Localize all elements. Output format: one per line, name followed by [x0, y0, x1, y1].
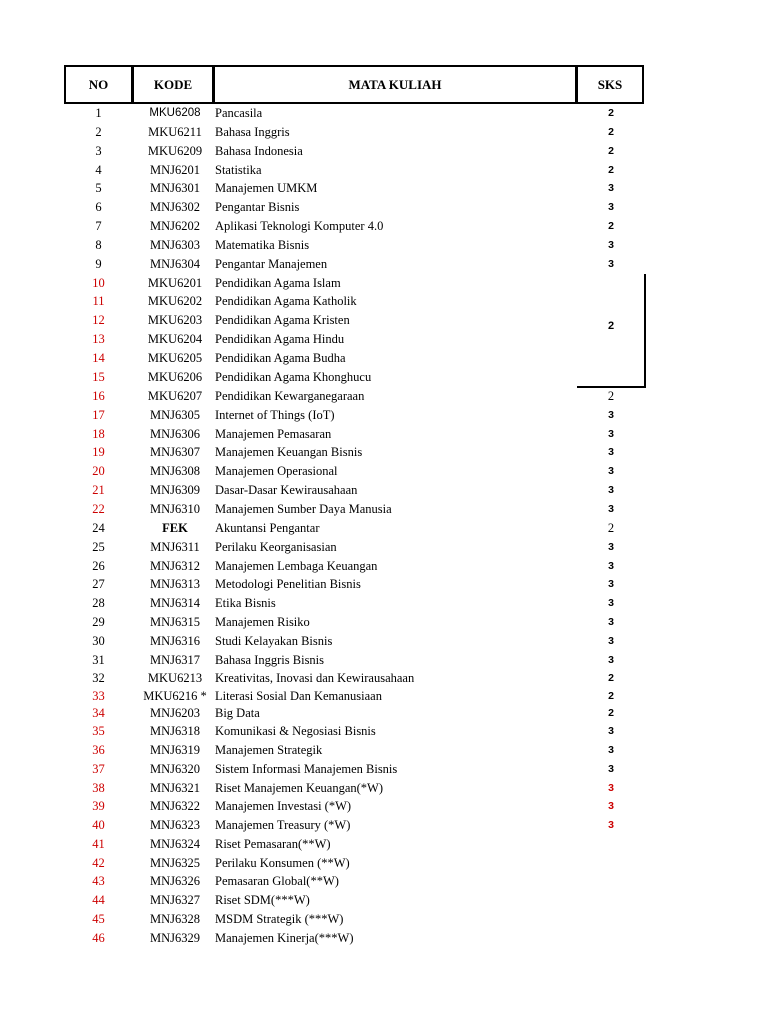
table-row: [0, 575, 768, 594]
table-row: [0, 669, 768, 688]
table-row: [0, 632, 768, 651]
row-kode: MNJ6326: [149, 874, 200, 888]
table-row: [0, 929, 768, 948]
row-mata-kuliah: Metodologi Penelitian Bisnis: [215, 577, 361, 591]
row-kode: MNJ6310: [149, 502, 200, 516]
agama-group-sks: 2: [607, 320, 615, 332]
row-no: 31: [92, 653, 105, 667]
row-mata-kuliah: Perilaku Konsumen (**W): [215, 856, 350, 870]
row-mata-kuliah: Pendidikan Agama Islam: [215, 276, 341, 290]
row-no: 43: [92, 874, 105, 888]
row-mata-kuliah: Riset Manajemen Keuangan(*W): [215, 781, 383, 795]
row-kode: MNJ6313: [149, 577, 200, 591]
row-mata-kuliah: Dasar-Dasar Kewirausahaan: [215, 483, 358, 497]
row-kode: MKU6206: [147, 370, 203, 384]
row-kode: MKU6213: [147, 671, 203, 685]
row-sks: 2: [608, 145, 614, 157]
row-mata-kuliah: Pengantar Bisnis: [215, 200, 300, 214]
row-no: 14: [92, 351, 105, 365]
row-kode: MKU6208: [149, 107, 201, 119]
table-row: [0, 500, 768, 519]
row-no: 26: [92, 559, 105, 573]
row-mata-kuliah: Komunikasi & Negosiasi Bisnis: [215, 724, 376, 738]
row-no: 3: [95, 144, 102, 158]
row-kode: MKU6207: [147, 389, 203, 403]
row-mata-kuliah: Pendidikan Agama Budha: [215, 351, 346, 365]
table-row: [0, 910, 768, 929]
table-row: [0, 236, 768, 255]
table-row: [0, 425, 768, 444]
row-no: 28: [92, 596, 105, 610]
table-row: [0, 816, 768, 835]
row-mata-kuliah: Manajemen Investasi (*W): [215, 799, 352, 813]
row-mata-kuliah: Studi Kelayakan Bisnis: [215, 634, 333, 648]
row-no: 44: [92, 893, 105, 907]
row-kode: MNJ6304: [149, 257, 200, 271]
row-no: 18: [92, 427, 105, 441]
row-kode: MKU6203: [147, 313, 203, 327]
row-mata-kuliah: Aplikasi Teknologi Komputer 4.0: [215, 219, 384, 233]
row-no: 46: [92, 931, 105, 945]
row-mata-kuliah: Kreativitas, Inovasi dan Kewirausahaan: [215, 671, 415, 685]
table-row: [0, 142, 768, 161]
row-mata-kuliah: Pendidikan Agama Hindu: [215, 332, 345, 346]
row-no: 30: [92, 634, 105, 648]
row-sks: 2: [608, 707, 614, 719]
row-no: 34: [92, 706, 105, 720]
row-no: 13: [92, 332, 105, 346]
row-sks: 3: [608, 819, 614, 831]
row-mata-kuliah: Manajemen Keuangan Bisnis: [215, 445, 363, 459]
row-sks: 3: [608, 465, 614, 477]
row-mata-kuliah: Pendidikan Agama Katholik: [215, 294, 357, 308]
table-row: [0, 722, 768, 741]
row-sks: 3: [608, 560, 614, 572]
table-row: [0, 594, 768, 613]
table-row: [0, 704, 768, 723]
row-no: 40: [92, 818, 105, 832]
row-kode: MNJ6325: [149, 856, 200, 870]
table-row: [0, 330, 768, 349]
table-row: [0, 613, 768, 632]
row-kode: MNJ6301: [149, 181, 200, 195]
table-row: [0, 161, 768, 180]
table-row: [0, 123, 768, 142]
row-sks: 2: [608, 164, 614, 176]
table-row: [0, 891, 768, 910]
row-kode: MNJ6305: [149, 408, 200, 422]
row-mata-kuliah: Perilaku Keorganisasian: [215, 540, 337, 554]
table-row: [0, 481, 768, 500]
row-mata-kuliah: Manajemen Risiko: [215, 615, 310, 629]
row-mata-kuliah: Internet of Things (IoT): [215, 408, 335, 422]
table-row: [0, 835, 768, 854]
row-mata-kuliah: Etika Bisnis: [215, 596, 276, 610]
row-kode: MNJ6324: [149, 837, 200, 851]
header-no: NO: [64, 65, 133, 104]
row-no: 17: [92, 408, 105, 422]
row-kode: MKU6209: [147, 144, 203, 158]
table-row: [0, 538, 768, 557]
row-no: 42: [92, 856, 105, 870]
row-no: 15: [92, 370, 105, 384]
row-mata-kuliah: Manajemen Pemasaran: [215, 427, 332, 441]
row-kode: MNJ6302: [149, 200, 200, 214]
row-mata-kuliah: Sistem Informasi Manajemen Bisnis: [215, 762, 398, 776]
table-row: [0, 406, 768, 425]
row-kode: MNJ6329: [149, 931, 200, 945]
row-mata-kuliah: Akuntansi Pengantar: [215, 521, 320, 535]
table-row: [0, 797, 768, 816]
row-no: 12: [92, 313, 105, 327]
row-mata-kuliah: Pendidikan Agama Kristen: [215, 313, 350, 327]
row-mata-kuliah: Pengantar Manajemen: [215, 257, 328, 271]
row-kode: MNJ6317: [149, 653, 200, 667]
row-no: 39: [92, 799, 105, 813]
row-mata-kuliah: Pendidikan Kewarganegaraan: [215, 389, 365, 403]
row-no: 9: [95, 257, 102, 271]
table-row: [0, 217, 768, 236]
table-row: [0, 557, 768, 576]
row-no: 21: [92, 483, 105, 497]
table-row: [0, 349, 768, 368]
row-sks: 3: [608, 635, 614, 647]
row-sks: 2: [608, 220, 614, 232]
row-kode: MNJ6316: [149, 634, 200, 648]
table-row: [0, 292, 768, 311]
table-row: [0, 179, 768, 198]
row-sks: 3: [608, 258, 614, 270]
table-row: [0, 872, 768, 891]
table-row: [0, 779, 768, 798]
row-no: 27: [92, 577, 105, 591]
row-sks: 3: [608, 182, 614, 194]
row-kode: MNJ6202: [149, 219, 200, 233]
row-mata-kuliah: MSDM Strategik (***W): [215, 912, 344, 926]
row-no: 8: [95, 238, 102, 252]
row-kode: MNJ6201: [149, 163, 200, 177]
row-no: 35: [92, 724, 105, 738]
row-sks: 3: [608, 725, 614, 737]
row-kode: MKU6205: [147, 351, 203, 365]
table-row: [0, 760, 768, 779]
row-no: 7: [95, 219, 102, 233]
row-kode: MNJ6311: [150, 540, 200, 554]
row-kode: MNJ6303: [149, 238, 200, 252]
row-mata-kuliah: Manajemen Lembaga Keuangan: [215, 559, 378, 573]
row-sks: 2: [608, 107, 614, 119]
row-kode: MNJ6322: [149, 799, 200, 813]
row-sks: 2: [607, 521, 615, 535]
row-mata-kuliah: Literasi Sosial Dan Kemanusiaan: [215, 689, 382, 703]
row-sks: 3: [608, 782, 614, 794]
row-kode: MNJ6308: [149, 464, 200, 478]
table-row: [0, 651, 768, 670]
row-kode: MNJ6312: [149, 559, 200, 573]
row-no: 22: [92, 502, 105, 516]
header-kode: KODE: [132, 65, 214, 104]
row-kode: MKU6216 *: [143, 689, 207, 703]
row-no: 25: [92, 540, 105, 554]
row-no: 20: [92, 464, 105, 478]
row-mata-kuliah: Riset SDM(***W): [215, 893, 310, 907]
table-row: [0, 741, 768, 760]
row-kode: MNJ6328: [149, 912, 200, 926]
row-kode: MNJ6327: [149, 893, 200, 907]
row-mata-kuliah: Manajemen Strategik: [215, 743, 323, 757]
row-no: 4: [95, 163, 102, 177]
row-no: 37: [92, 762, 105, 776]
row-kode: MNJ6321: [149, 781, 200, 795]
row-sks: 3: [608, 484, 614, 496]
header-sks: SKS: [576, 65, 644, 104]
row-sks: 3: [608, 616, 614, 628]
row-mata-kuliah: Pancasila: [215, 106, 263, 120]
row-kode: MKU6211: [148, 125, 202, 139]
row-sks: 3: [608, 201, 614, 213]
row-kode: MNJ6318: [149, 724, 200, 738]
row-sks: 3: [608, 409, 614, 421]
row-mata-kuliah: Big Data: [215, 706, 260, 720]
row-no: 2: [95, 125, 102, 139]
table-row: [0, 462, 768, 481]
row-kode: FEK: [162, 521, 188, 535]
row-sks: 3: [608, 763, 614, 775]
row-mata-kuliah: Statistika: [215, 163, 262, 177]
row-sks: 3: [608, 800, 614, 812]
row-no: 29: [92, 615, 105, 629]
row-no: 6: [95, 200, 102, 214]
row-no: 38: [92, 781, 105, 795]
row-no: 36: [92, 743, 105, 757]
row-mata-kuliah: Riset Pemasaran(**W): [215, 837, 331, 851]
table-row: [0, 519, 768, 538]
row-no: 5: [95, 181, 102, 195]
table-row: [0, 443, 768, 462]
row-no: 16: [92, 389, 105, 403]
row-mata-kuliah: Manajemen UMKM: [215, 181, 318, 195]
row-sks: 3: [608, 503, 614, 515]
row-kode: MNJ6315: [149, 615, 200, 629]
row-mata-kuliah: Matematika Bisnis: [215, 238, 310, 252]
row-mata-kuliah: Manajemen Sumber Daya Manusia: [215, 502, 392, 516]
row-sks: 3: [608, 428, 614, 440]
table-row: [0, 198, 768, 217]
row-kode: MNJ6314: [149, 596, 200, 610]
row-kode: MNJ6203: [149, 706, 200, 720]
row-mata-kuliah: Bahasa Inggris Bisnis: [215, 653, 325, 667]
table-row: [0, 311, 768, 330]
row-no: 41: [92, 837, 105, 851]
row-no: 10: [92, 276, 105, 290]
row-no: 1: [95, 106, 102, 120]
row-kode: MNJ6320: [149, 762, 200, 776]
table-row: [0, 274, 768, 293]
row-no: 24: [92, 521, 105, 535]
row-sks: 3: [608, 239, 614, 251]
row-kode: MKU6201: [147, 276, 203, 290]
row-sks: 3: [608, 446, 614, 458]
row-no: 19: [92, 445, 105, 459]
table-row: [0, 387, 768, 406]
row-mata-kuliah: Manajemen Operasional: [215, 464, 338, 478]
row-mata-kuliah: Bahasa Inggris: [215, 125, 290, 139]
row-no: 45: [92, 912, 105, 926]
row-kode: MNJ6307: [149, 445, 200, 459]
table-row: [0, 854, 768, 873]
row-no: 32: [92, 671, 105, 685]
row-kode: MNJ6323: [149, 818, 200, 832]
row-mata-kuliah: Pendidikan Agama Khonghucu: [215, 370, 372, 384]
row-kode: MNJ6306: [149, 427, 200, 441]
row-sks: 2: [608, 126, 614, 138]
table-row: [0, 255, 768, 274]
row-no: 11: [92, 294, 105, 308]
row-kode: MKU6204: [147, 332, 203, 346]
row-kode: MNJ6309: [149, 483, 200, 497]
row-sks: 3: [608, 654, 614, 666]
row-kode: MKU6202: [147, 294, 203, 308]
row-kode: MNJ6319: [149, 743, 200, 757]
table-header: [64, 65, 644, 104]
table-row: [0, 104, 768, 123]
row-mata-kuliah: Pemasaran Global(**W): [215, 874, 339, 888]
row-sks: 3: [608, 541, 614, 553]
row-mata-kuliah: Manajemen Treasury (*W): [215, 818, 351, 832]
row-sks: 3: [608, 744, 614, 756]
row-mata-kuliah: Manajemen Kinerja(***W): [215, 931, 354, 945]
table-row: [0, 368, 768, 387]
row-no: 33: [92, 689, 105, 703]
header-mata-kuliah: MATA KULIAH: [213, 65, 577, 104]
row-sks: 2: [608, 672, 614, 684]
row-sks: 2: [607, 389, 615, 403]
row-sks: 2: [608, 690, 614, 702]
row-sks: 3: [608, 597, 614, 609]
row-sks: 3: [608, 578, 614, 590]
row-mata-kuliah: Bahasa Indonesia: [215, 144, 303, 158]
